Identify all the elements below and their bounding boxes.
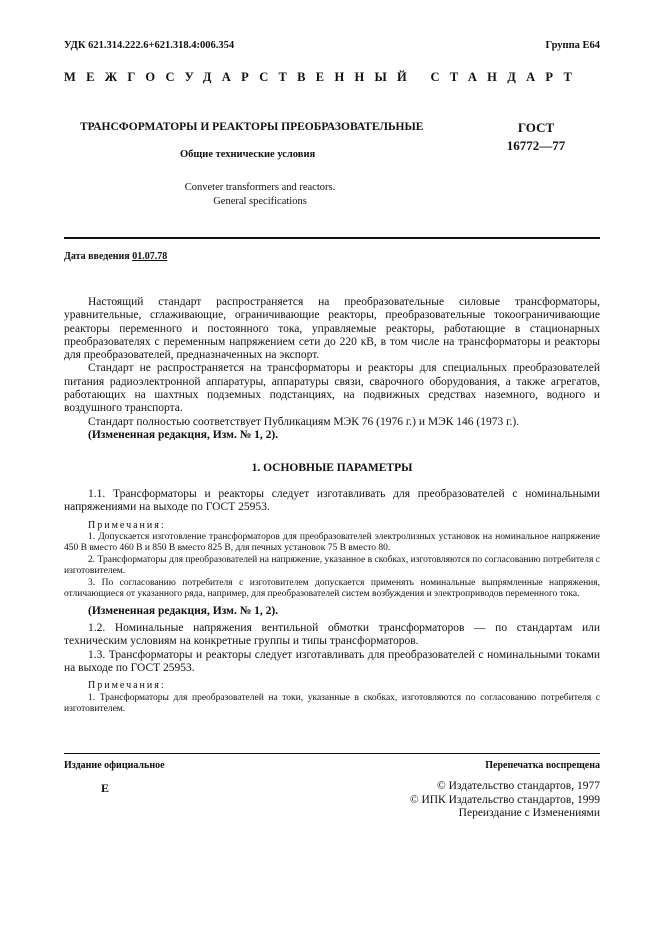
note-3: 3. По согласованию потребителя с изготовителем допускается применять номинальные выпрямленные напряжения, отличающиеся от указанного ряда, например, для преобразователей систем возбуждения и электроприводов переменного тока. (64, 577, 600, 600)
notes-heading-2: Примечания: (88, 680, 166, 692)
scope-text (64, 296, 600, 442)
standard-type-banner: МЕЖГОСУДАРСТВЕННЫЙ СТАНДАРТ (64, 70, 583, 84)
udk-code: УДК 621.314.222.6+621.318.4:006.354 (64, 40, 235, 51)
introduction-date (64, 251, 167, 262)
english-title (140, 181, 380, 209)
english-title-line-2: General specifications (213, 196, 307, 207)
gost-label: ГОСТ (517, 120, 555, 135)
section-1-body (64, 488, 600, 716)
introduction-date-value: 01.07.78 (132, 251, 168, 262)
item-1-3: 1.3. Трансформаторы и реакторы следует изготавливать для преобразователей с номинальными токами на выходе по ГОСТ 25953. (64, 648, 600, 675)
section-heading: 1. ОСНОВНЫЕ ПАРАМЕТРЫ (251, 462, 413, 474)
english-title-line-1: Conveter transformers and reactors. (184, 182, 336, 193)
item-1-1: 1.1. Трансформаторы и реакторы следует изготавливать для преобразователей с номинальными напряжениями на выходе по ГОСТ 25953. (64, 488, 600, 514)
edition-mark: Е (101, 781, 110, 795)
copyright-block (410, 780, 600, 821)
paragraph-iec-compliance: Стандарт полностью соответствует Публикациям МЭК 76 (1976 г.) и МЭК 146 (1973 г.). (88, 415, 520, 428)
footer-divider (64, 753, 600, 754)
note-2-1: 1. Трансформаторы для преобразователей на токи, указанные в скобках, изготовляются по согласованию потребителя с изготовителем. (64, 692, 600, 715)
paragraph-revision: (Измененная редакция, Изм. № 1, 2). (88, 428, 279, 441)
group-code: Группа Е64 (545, 40, 600, 51)
note-1: 1. Допускается изготовление трансформаторов для преобразователей электролизных установок на номинальное напряжение 450 В вместо 460 В и 850 В вместо 825 В, для печных установок 75 В вместо 80. (64, 531, 600, 554)
introduction-date-label: Дата введения (64, 251, 130, 262)
item-1-2: 1.2. Номинальные напряжения вентильной обмотки трансформаторов — по стандартам или техническим условиям на конкретные группы и типы трансформаторов. (64, 622, 600, 648)
gost-number: 16772—77 (506, 138, 566, 153)
copyright-1977: © Издательство стандартов, 1977 (436, 780, 600, 792)
notes-heading: Примечания: (88, 519, 166, 531)
reissue-note: Переиздание с Изменениями (458, 807, 600, 819)
header-divider (64, 237, 600, 239)
note-2: 2. Трансформаторы для преобразователей на напряжение, указанное в скобках, изготовляются по согласованию потребителя с изготовителем. (64, 554, 600, 577)
official-edition-label: Издание официальное (64, 760, 165, 771)
reprint-prohibited-label: Перепечатка воспрещена (485, 760, 600, 771)
gost-designation (496, 119, 576, 155)
document-title: ТРАНСФОРМАТОРЫ И РЕАКТОРЫ ПРЕОБРАЗОВАТЕЛЬНЫЕ (80, 121, 424, 133)
copyright-1999: © ИПК Издательство стандартов, 1999 (409, 793, 600, 806)
section-revision: (Измененная редакция, Изм. № 1, 2). (88, 604, 279, 617)
document-subtitle: Общие технические условия (180, 149, 316, 160)
paragraph-exclusions: Стандарт не распространяется на трансформаторы и реакторы для специальных преобразователей питания радиоэлектронной аппаратуры, аппаратуры связи, сварочного оборудования, а также агрегатов, работающих на шахтных подземных подстанциях, на подвижных средствах наземного, водного и воздушного транспорта. (64, 362, 600, 415)
paragraph-scope: Настоящий стандарт распространяется на преобразовательные силовые трансформаторы, уравнительные, сглаживающие, ограничивающие реакторы, преобразовательные токоограничивающие реакторы переменного и постоянного тока, управляемые реакторы, работающие в стационарных преобразователях с переменным напряжением сети до 220 кВ, в том числе на трансформаторы и реакторы для преобразователей, предназначенных на экспорт. (64, 296, 600, 362)
